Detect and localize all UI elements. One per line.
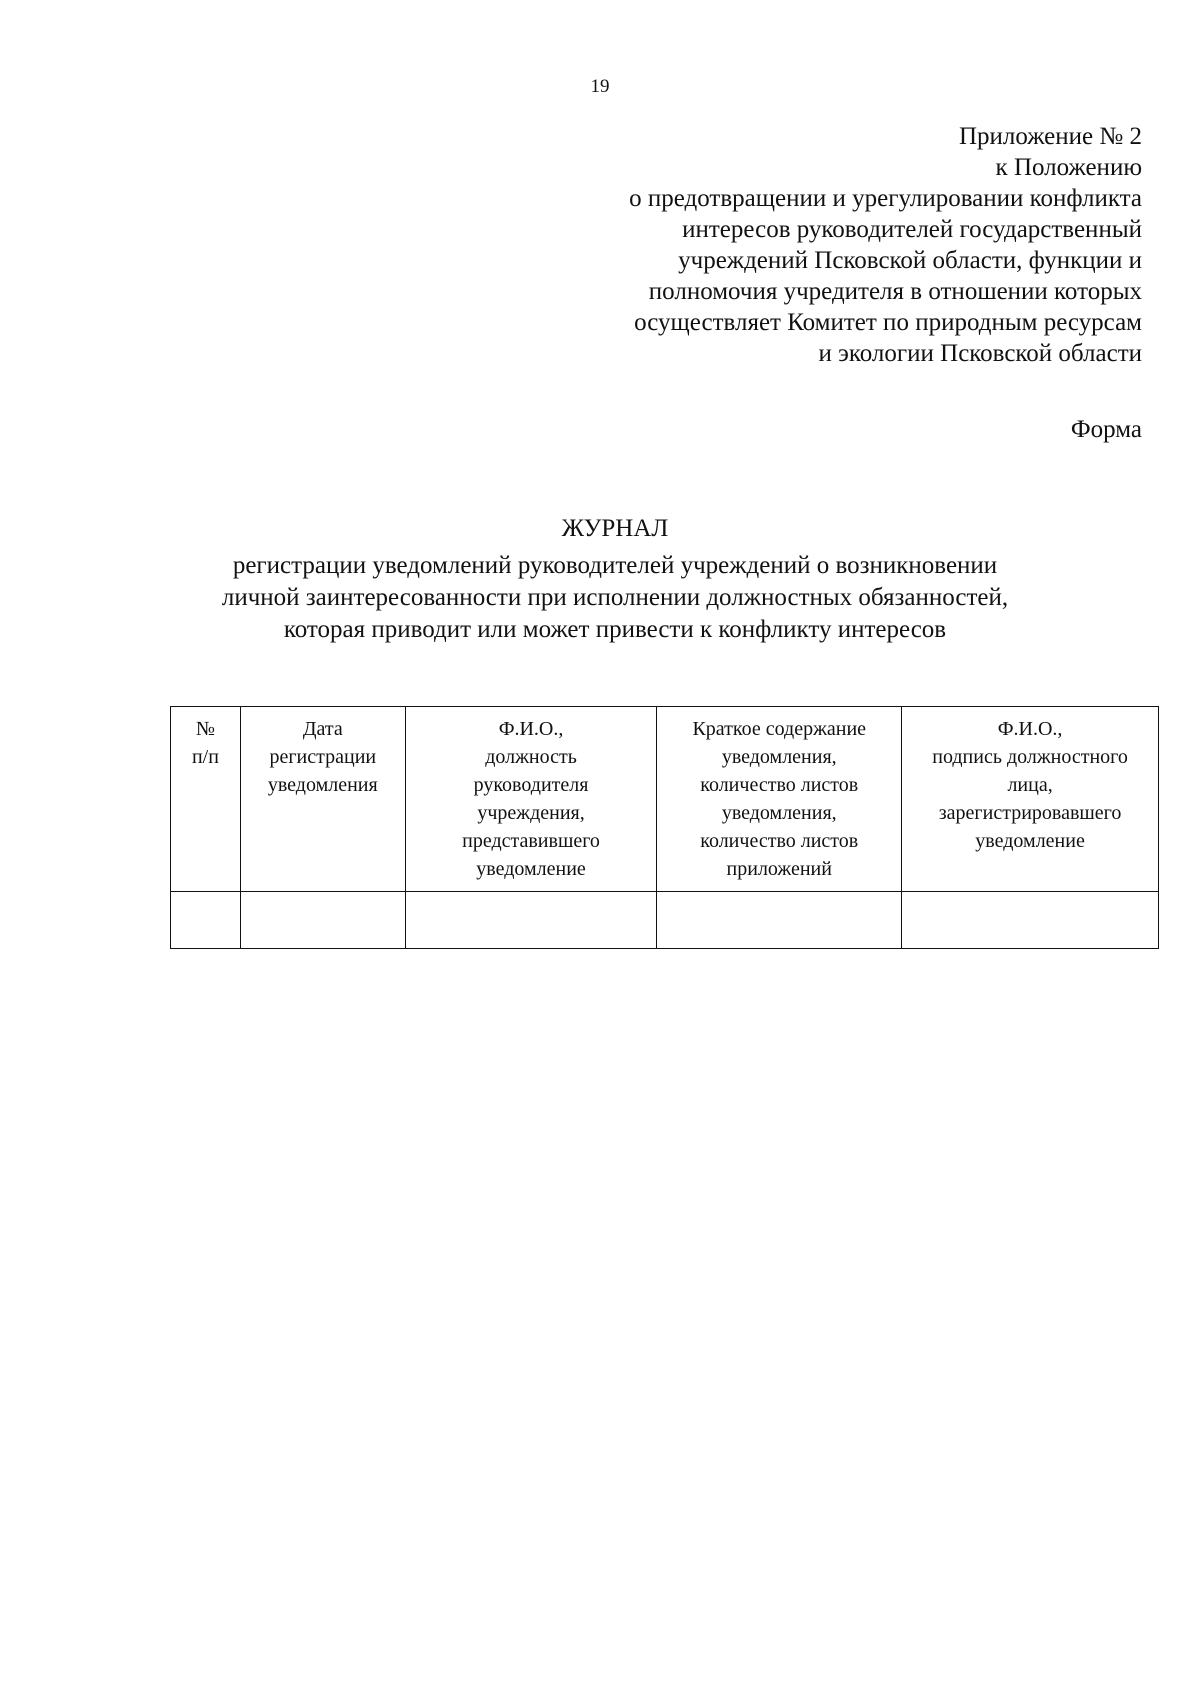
- table-cell[interactable]: [657, 892, 902, 949]
- journal-subtitle-line: личной заинтересованности при исполнении должностных обязанностей,: [221, 584, 1009, 611]
- header-line: уведомление: [975, 830, 1085, 852]
- header-line: уведомления: [267, 774, 378, 796]
- header-line: уведомления,: [721, 802, 837, 824]
- header-cell-head-name: [405, 707, 657, 892]
- header-line: учреждения,: [477, 802, 585, 824]
- header-line: зарегистрировавшего: [938, 802, 1122, 824]
- header-line: количество листов: [700, 830, 859, 852]
- header-cell-summary: [657, 707, 902, 892]
- form-label: Форма: [1070, 416, 1142, 443]
- header-line: Ф.И.О.,: [997, 718, 1063, 740]
- appendix-line: к Положению: [995, 154, 1142, 181]
- page-number: 19: [590, 76, 610, 97]
- header-line: п/п: [191, 746, 219, 768]
- header-line: подпись должностного: [932, 746, 1128, 768]
- journal-subtitle: [0, 550, 1200, 646]
- header-line: №: [195, 718, 215, 740]
- header-line: должность: [485, 746, 577, 768]
- table-header-row: [171, 707, 1159, 892]
- appendix-line: о предотвращении и урегулировании конфликта: [629, 185, 1142, 212]
- header-line: приложений: [726, 858, 832, 880]
- header-cell-number: [171, 707, 241, 892]
- header-cell-official-signature: [902, 707, 1159, 892]
- table-cell[interactable]: [405, 892, 657, 949]
- table-cell[interactable]: [240, 892, 405, 949]
- table-cell[interactable]: [902, 892, 1159, 949]
- journal-subtitle-line: регистрации уведомлений руководителей учреждений о возникновении: [232, 552, 998, 579]
- appendix-line: интересов руководителей государственный: [682, 216, 1142, 243]
- journal-title: ЖУРНАЛ: [561, 515, 669, 542]
- header-line: уведомления,: [721, 746, 837, 768]
- appendix-line: и экологии Псковской области: [818, 340, 1142, 367]
- header-line: количество листов: [700, 774, 859, 796]
- header-line: уведомление: [476, 858, 586, 880]
- header-line: руководителя: [473, 774, 589, 796]
- header-line: лица,: [1007, 774, 1053, 796]
- header-cell-registration-date: [240, 707, 405, 892]
- header-line: Дата: [302, 718, 343, 740]
- table-row: [171, 892, 1159, 949]
- appendix-line: учреждений Псковской области, функции и: [678, 247, 1142, 274]
- header-line: Краткое содержание: [692, 718, 867, 740]
- appendix-header: [442, 121, 1142, 369]
- register-table: [170, 706, 1159, 949]
- appendix-line: Приложение № 2: [958, 123, 1142, 150]
- header-line: регистрации: [269, 746, 377, 768]
- journal-subtitle-line: которая приводит или может привести к конфликту интересов: [283, 616, 947, 643]
- appendix-line: полномочия учредителя в отношении которых: [648, 278, 1142, 305]
- appendix-line: осуществляет Комитет по природным ресурсам: [634, 309, 1142, 336]
- header-line: представившего: [462, 830, 600, 852]
- header-line: Ф.И.О.,: [498, 718, 564, 740]
- table-cell[interactable]: [171, 892, 241, 949]
